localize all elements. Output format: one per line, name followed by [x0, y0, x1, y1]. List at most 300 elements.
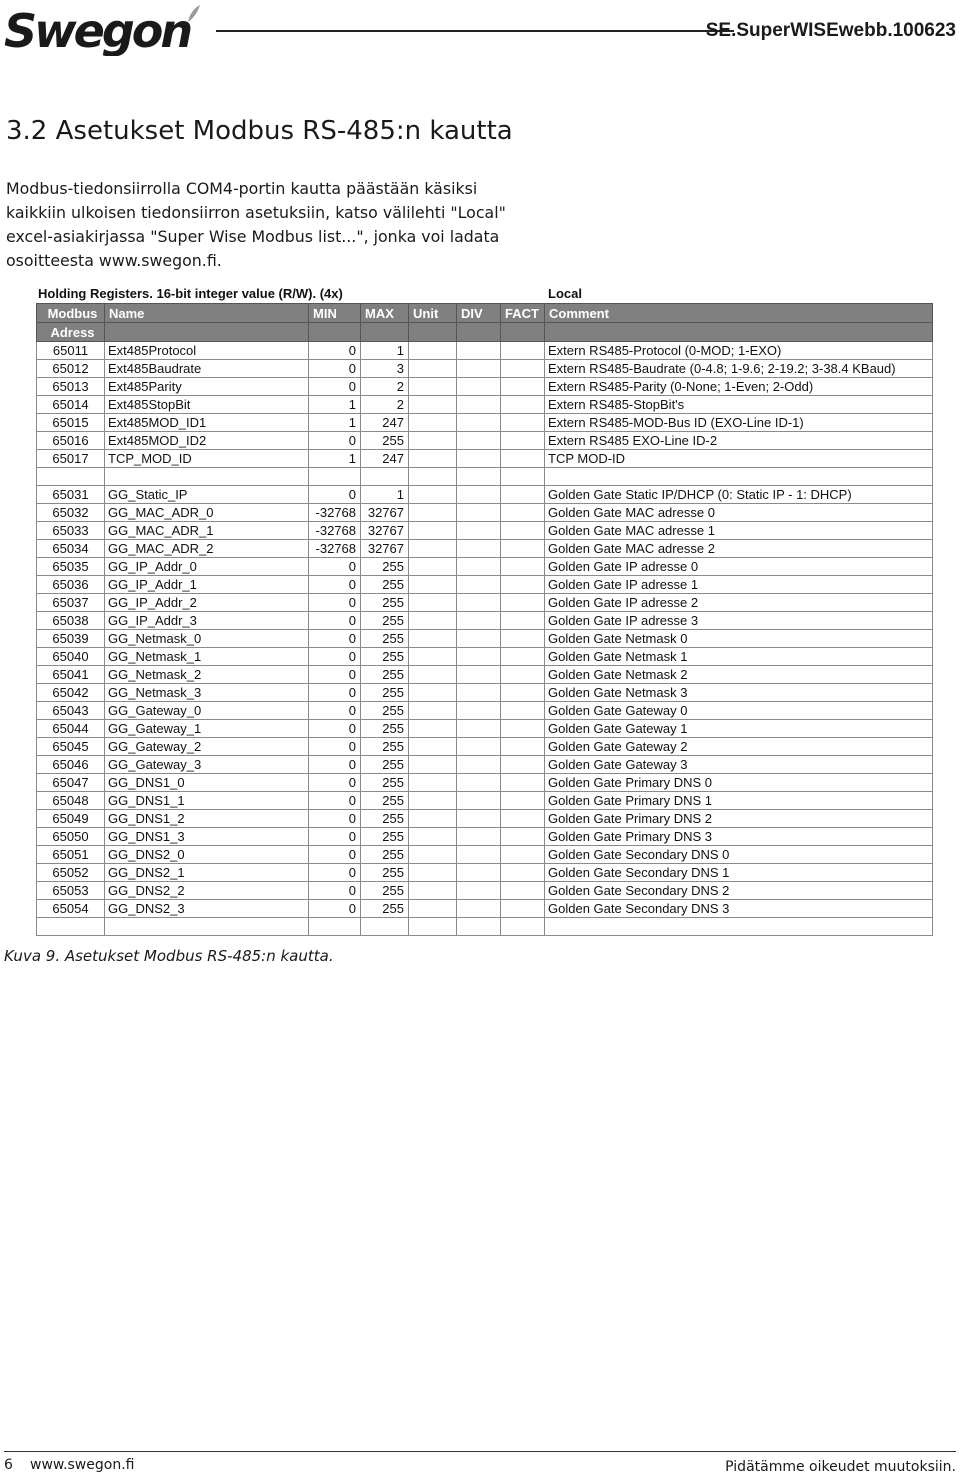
header-filler — [309, 323, 361, 342]
table-header-row-2 — [37, 323, 933, 342]
cell-fact — [501, 900, 545, 918]
cell-max: 255 — [361, 864, 409, 882]
cell-fact — [501, 522, 545, 540]
cell-max: 255 — [361, 648, 409, 666]
cell-fact — [501, 792, 545, 810]
cell-unit — [409, 918, 457, 936]
cell-addr — [37, 918, 105, 936]
cell-addr: 65034 — [37, 540, 105, 558]
cell-name: GG_Gateway_2 — [105, 738, 309, 756]
header-filler — [457, 323, 501, 342]
cell-max: 255 — [361, 594, 409, 612]
cell-max: 1 — [361, 342, 409, 360]
svg-text:Swegon: Swegon — [4, 4, 191, 56]
cell-div — [457, 900, 501, 918]
cell-div — [457, 558, 501, 576]
cell-fact — [501, 828, 545, 846]
cell-addr: 65037 — [37, 594, 105, 612]
cell-max: 255 — [361, 576, 409, 594]
cell-comment: Golden Gate MAC adresse 0 — [545, 504, 933, 522]
cell-max: 3 — [361, 360, 409, 378]
cell-name: GG_MAC_ADR_2 — [105, 540, 309, 558]
cell-addr: 65043 — [37, 702, 105, 720]
cell-max: 255 — [361, 558, 409, 576]
table-row — [37, 396, 933, 414]
column-header-addr: Modbus — [37, 304, 105, 323]
cell-min: 0 — [309, 666, 361, 684]
figure-caption: Kuva 9. Asetukset Modbus RS-485:n kautta. — [4, 947, 334, 965]
cell-addr: 65031 — [37, 486, 105, 504]
cell-max: 255 — [361, 900, 409, 918]
cell-fact — [501, 684, 545, 702]
cell-fact — [501, 702, 545, 720]
cell-addr: 65051 — [37, 846, 105, 864]
footer-url[interactable]: www.swegon.fi — [30, 1457, 135, 1473]
cell-fact — [501, 414, 545, 432]
header-filler — [105, 323, 309, 342]
cell-fact — [501, 432, 545, 450]
cell-min: -32768 — [309, 540, 361, 558]
table-row — [37, 360, 933, 378]
cell-comment: Golden Gate Netmask 2 — [545, 666, 933, 684]
table-row — [37, 756, 933, 774]
cell-fact — [501, 360, 545, 378]
cell-fact — [501, 450, 545, 468]
cell-comment: Golden Gate Secondary DNS 3 — [545, 900, 933, 918]
cell-max: 32767 — [361, 504, 409, 522]
cell-addr: 65050 — [37, 828, 105, 846]
table-header-row — [37, 304, 933, 323]
cell-max: 255 — [361, 792, 409, 810]
cell-div — [457, 504, 501, 522]
cell-comment: Golden Gate Gateway 1 — [545, 720, 933, 738]
cell-name: GG_IP_Addr_3 — [105, 612, 309, 630]
cell-name: GG_DNS1_2 — [105, 810, 309, 828]
cell-min: 0 — [309, 558, 361, 576]
cell-comment: Golden Gate MAC adresse 1 — [545, 522, 933, 540]
cell-comment: Extern RS485-Protocol (0-MOD; 1-EXO) — [545, 342, 933, 360]
register-rows — [37, 342, 933, 936]
cell-comment: Golden Gate IP adresse 3 — [545, 612, 933, 630]
cell-name: GG_MAC_ADR_1 — [105, 522, 309, 540]
cell-name: GG_IP_Addr_2 — [105, 594, 309, 612]
cell-min: 0 — [309, 738, 361, 756]
cell-unit — [409, 558, 457, 576]
cell-comment: Extern RS485-Baudrate (0-4.8; 1-9.6; 2-19.2; 3-38.4 KBaud) — [545, 360, 933, 378]
table-row — [37, 468, 933, 486]
cell-comment — [545, 918, 933, 936]
cell-div — [457, 774, 501, 792]
table-row — [37, 414, 933, 432]
table-row — [37, 864, 933, 882]
table-row — [37, 738, 933, 756]
cell-max: 255 — [361, 774, 409, 792]
cell-div — [457, 576, 501, 594]
cell-max: 247 — [361, 450, 409, 468]
cell-min — [309, 468, 361, 486]
cell-fact — [501, 756, 545, 774]
cell-unit — [409, 468, 457, 486]
cell-div — [457, 342, 501, 360]
cell-unit — [409, 810, 457, 828]
cell-div — [457, 468, 501, 486]
cell-fact — [501, 648, 545, 666]
header-filler — [361, 323, 409, 342]
cell-fact — [501, 612, 545, 630]
cell-min — [309, 918, 361, 936]
cell-fact — [501, 846, 545, 864]
cell-comment: Golden Gate Gateway 0 — [545, 702, 933, 720]
cell-max: 255 — [361, 720, 409, 738]
header-filler — [545, 323, 933, 342]
table-row — [37, 774, 933, 792]
cell-min: 0 — [309, 846, 361, 864]
cell-max: 255 — [361, 630, 409, 648]
cell-max: 255 — [361, 432, 409, 450]
header-filler — [501, 323, 545, 342]
cell-fact — [501, 576, 545, 594]
table-row — [37, 882, 933, 900]
cell-unit — [409, 702, 457, 720]
cell-min: 0 — [309, 900, 361, 918]
table-row — [37, 594, 933, 612]
cell-max: 32767 — [361, 540, 409, 558]
cell-name: Ext485Parity — [105, 378, 309, 396]
cell-unit — [409, 414, 457, 432]
cell-min: 0 — [309, 810, 361, 828]
cell-comment: Extern RS485 EXO-Line ID-2 — [545, 432, 933, 450]
column-header-fact: FACT — [501, 304, 545, 323]
cell-comment: Golden Gate Secondary DNS 2 — [545, 882, 933, 900]
cell-addr: 65049 — [37, 810, 105, 828]
column-header-addr-line2: Adress — [37, 323, 105, 342]
cell-addr: 65032 — [37, 504, 105, 522]
cell-min: 0 — [309, 594, 361, 612]
cell-fact — [501, 594, 545, 612]
cell-name: GG_IP_Addr_0 — [105, 558, 309, 576]
cell-name: GG_Netmask_1 — [105, 648, 309, 666]
cell-comment: Golden Gate IP adresse 1 — [545, 576, 933, 594]
cell-name: GG_Netmask_2 — [105, 666, 309, 684]
cell-unit — [409, 432, 457, 450]
cell-fact — [501, 486, 545, 504]
cell-addr: 65033 — [37, 522, 105, 540]
cell-comment: Golden Gate Static IP/DHCP (0: Static IP - 1: DHCP) — [545, 486, 933, 504]
cell-max: 255 — [361, 666, 409, 684]
cell-fact — [501, 558, 545, 576]
cell-addr: 65052 — [37, 864, 105, 882]
cell-max: 255 — [361, 684, 409, 702]
cell-comment: Golden Gate IP adresse 0 — [545, 558, 933, 576]
cell-max: 255 — [361, 612, 409, 630]
header-filler — [409, 323, 457, 342]
footer-rule — [4, 1451, 956, 1452]
cell-min: 0 — [309, 432, 361, 450]
cell-unit — [409, 720, 457, 738]
table-row — [37, 450, 933, 468]
cell-comment: Golden Gate Secondary DNS 1 — [545, 864, 933, 882]
cell-unit — [409, 396, 457, 414]
cell-min: 0 — [309, 774, 361, 792]
cell-addr: 65047 — [37, 774, 105, 792]
document-code: SE.SuperWISEwebb.100623 — [705, 20, 956, 41]
cell-comment: Golden Gate Primary DNS 0 — [545, 774, 933, 792]
cell-comment: Golden Gate MAC adresse 2 — [545, 540, 933, 558]
cell-comment: Golden Gate Secondary DNS 0 — [545, 846, 933, 864]
cell-addr: 65038 — [37, 612, 105, 630]
cell-addr: 65015 — [37, 414, 105, 432]
cell-unit — [409, 792, 457, 810]
cell-name: GG_DNS2_2 — [105, 882, 309, 900]
cell-max: 255 — [361, 882, 409, 900]
cell-div — [457, 828, 501, 846]
table-row — [37, 576, 933, 594]
cell-div — [457, 648, 501, 666]
cell-div — [457, 450, 501, 468]
cell-comment: Golden Gate Gateway 2 — [545, 738, 933, 756]
cell-max — [361, 468, 409, 486]
cell-name: GG_Gateway_0 — [105, 702, 309, 720]
cell-addr: 65011 — [37, 342, 105, 360]
modbus-register-sheet — [36, 286, 932, 936]
cell-unit — [409, 900, 457, 918]
table-row — [37, 810, 933, 828]
cell-fact — [501, 918, 545, 936]
table-row — [37, 486, 933, 504]
cell-div — [457, 720, 501, 738]
cell-max: 32767 — [361, 522, 409, 540]
cell-addr: 65039 — [37, 630, 105, 648]
cell-name: GG_Static_IP — [105, 486, 309, 504]
cell-min: 0 — [309, 792, 361, 810]
cell-min: 0 — [309, 576, 361, 594]
cell-unit — [409, 648, 457, 666]
cell-unit — [409, 738, 457, 756]
cell-div — [457, 684, 501, 702]
cell-unit — [409, 450, 457, 468]
cell-max: 247 — [361, 414, 409, 432]
cell-min: 0 — [309, 648, 361, 666]
table-row — [37, 432, 933, 450]
table-row — [37, 828, 933, 846]
cell-addr: 65012 — [37, 360, 105, 378]
footer-rights: Pidätämme oikeudet muutoksiin. — [725, 1459, 956, 1475]
cell-fact — [501, 342, 545, 360]
column-header-min: MIN — [309, 304, 361, 323]
cell-div — [457, 738, 501, 756]
cell-name: GG_DNS2_0 — [105, 846, 309, 864]
cell-name: Ext485StopBit — [105, 396, 309, 414]
cell-min: 0 — [309, 720, 361, 738]
cell-comment: Extern RS485-MOD-Bus ID (EXO-Line ID-1) — [545, 414, 933, 432]
cell-unit — [409, 612, 457, 630]
cell-div — [457, 378, 501, 396]
cell-comment: Golden Gate Netmask 1 — [545, 648, 933, 666]
table-row — [37, 702, 933, 720]
column-header-unit: Unit — [409, 304, 457, 323]
table-row — [37, 558, 933, 576]
section-title: 3.2 Asetukset Modbus RS-485:n kautta — [6, 116, 513, 146]
cell-fact — [501, 378, 545, 396]
cell-comment: Extern RS485-Parity (0-None; 1-Even; 2-Odd) — [545, 378, 933, 396]
table-row — [37, 918, 933, 936]
table-row — [37, 504, 933, 522]
cell-comment: Golden Gate IP adresse 2 — [545, 594, 933, 612]
cell-div — [457, 630, 501, 648]
cell-addr: 65014 — [37, 396, 105, 414]
cell-max: 255 — [361, 738, 409, 756]
table-row — [37, 684, 933, 702]
cell-unit — [409, 594, 457, 612]
table-row — [37, 900, 933, 918]
cell-comment: TCP MOD-ID — [545, 450, 933, 468]
cell-min: 1 — [309, 450, 361, 468]
cell-name: Ext485MOD_ID1 — [105, 414, 309, 432]
cell-name: Ext485MOD_ID2 — [105, 432, 309, 450]
cell-max: 2 — [361, 378, 409, 396]
cell-div — [457, 846, 501, 864]
cell-min: 0 — [309, 360, 361, 378]
intro-paragraph: Modbus-tiedonsiirrolla COM4-portin kautta päästään käsiksi kaikkiin ulkoisen tiedonsiirron asetuksiin, katso välilehti "Local" excel-asiakirjassa "Super Wise Modbus list...", jonka voi ladata osoitteesta www.swegon.fi. — [6, 179, 506, 270]
cell-unit — [409, 864, 457, 882]
cell-comment: Golden Gate Netmask 3 — [545, 684, 933, 702]
cell-name: GG_IP_Addr_1 — [105, 576, 309, 594]
table-row — [37, 846, 933, 864]
cell-div — [457, 666, 501, 684]
cell-div — [457, 540, 501, 558]
cell-addr: 65053 — [37, 882, 105, 900]
cell-name: TCP_MOD_ID — [105, 450, 309, 468]
swegon-logo — [4, 2, 204, 56]
cell-comment — [545, 468, 933, 486]
cell-max: 255 — [361, 810, 409, 828]
cell-comment: Golden Gate Primary DNS 3 — [545, 828, 933, 846]
cell-name: Ext485Baudrate — [105, 360, 309, 378]
cell-name: GG_DNS1_1 — [105, 792, 309, 810]
cell-min: 0 — [309, 882, 361, 900]
cell-name: GG_Netmask_3 — [105, 684, 309, 702]
cell-addr: 65017 — [37, 450, 105, 468]
cell-div — [457, 810, 501, 828]
cell-fact — [501, 774, 545, 792]
cell-fact — [501, 666, 545, 684]
cell-addr: 65054 — [37, 900, 105, 918]
cell-unit — [409, 342, 457, 360]
cell-fact — [501, 720, 545, 738]
cell-fact — [501, 540, 545, 558]
cell-fact — [501, 738, 545, 756]
cell-div — [457, 594, 501, 612]
cell-name: GG_DNS1_3 — [105, 828, 309, 846]
table-row — [37, 612, 933, 630]
cell-unit — [409, 540, 457, 558]
cell-min: 0 — [309, 630, 361, 648]
cell-unit — [409, 774, 457, 792]
cell-min: 0 — [309, 756, 361, 774]
cell-div — [457, 522, 501, 540]
cell-min: 0 — [309, 684, 361, 702]
cell-div — [457, 882, 501, 900]
cell-min: 0 — [309, 702, 361, 720]
cell-addr: 65046 — [37, 756, 105, 774]
sheet-caption-row — [36, 286, 932, 303]
table-row — [37, 666, 933, 684]
cell-addr: 65016 — [37, 432, 105, 450]
column-header-div: DIV — [457, 304, 501, 323]
cell-div — [457, 792, 501, 810]
cell-comment: Golden Gate Netmask 0 — [545, 630, 933, 648]
cell-div — [457, 486, 501, 504]
cell-unit — [409, 882, 457, 900]
cell-name: GG_DNS1_0 — [105, 774, 309, 792]
cell-div — [457, 756, 501, 774]
cell-comment: Golden Gate Gateway 3 — [545, 756, 933, 774]
cell-unit — [409, 522, 457, 540]
column-header-name: Name — [105, 304, 309, 323]
cell-addr: 65048 — [37, 792, 105, 810]
cell-addr: 65042 — [37, 684, 105, 702]
cell-comment: Golden Gate Primary DNS 2 — [545, 810, 933, 828]
cell-div — [457, 396, 501, 414]
register-table — [36, 303, 933, 936]
cell-max: 255 — [361, 756, 409, 774]
cell-min: 0 — [309, 864, 361, 882]
cell-min: 1 — [309, 396, 361, 414]
cell-min: 1 — [309, 414, 361, 432]
cell-addr: 65040 — [37, 648, 105, 666]
header-rule — [216, 30, 734, 32]
cell-unit — [409, 846, 457, 864]
cell-addr: 65036 — [37, 576, 105, 594]
cell-unit — [409, 378, 457, 396]
cell-name: GG_DNS2_1 — [105, 864, 309, 882]
cell-unit — [409, 504, 457, 522]
cell-min: 0 — [309, 612, 361, 630]
column-header-comment: Comment — [545, 304, 933, 323]
cell-name: GG_Netmask_0 — [105, 630, 309, 648]
table-row — [37, 522, 933, 540]
cell-unit — [409, 630, 457, 648]
cell-unit — [409, 684, 457, 702]
cell-min: 0 — [309, 342, 361, 360]
cell-name — [105, 918, 309, 936]
cell-name: GG_Gateway_3 — [105, 756, 309, 774]
cell-min: 0 — [309, 378, 361, 396]
table-row — [37, 378, 933, 396]
cell-min: -32768 — [309, 522, 361, 540]
cell-max: 1 — [361, 486, 409, 504]
cell-addr: 65045 — [37, 738, 105, 756]
cell-comment: Golden Gate Primary DNS 1 — [545, 792, 933, 810]
cell-min: 0 — [309, 828, 361, 846]
cell-max: 255 — [361, 828, 409, 846]
table-row — [37, 342, 933, 360]
cell-div — [457, 414, 501, 432]
cell-name: Ext485Protocol — [105, 342, 309, 360]
table-row — [37, 792, 933, 810]
cell-name: GG_DNS2_3 — [105, 900, 309, 918]
cell-fact — [501, 468, 545, 486]
cell-div — [457, 864, 501, 882]
cell-fact — [501, 630, 545, 648]
cell-min: -32768 — [309, 504, 361, 522]
cell-addr: 65041 — [37, 666, 105, 684]
cell-addr — [37, 468, 105, 486]
cell-div — [457, 918, 501, 936]
cell-fact — [501, 810, 545, 828]
cell-div — [457, 612, 501, 630]
table-row — [37, 648, 933, 666]
